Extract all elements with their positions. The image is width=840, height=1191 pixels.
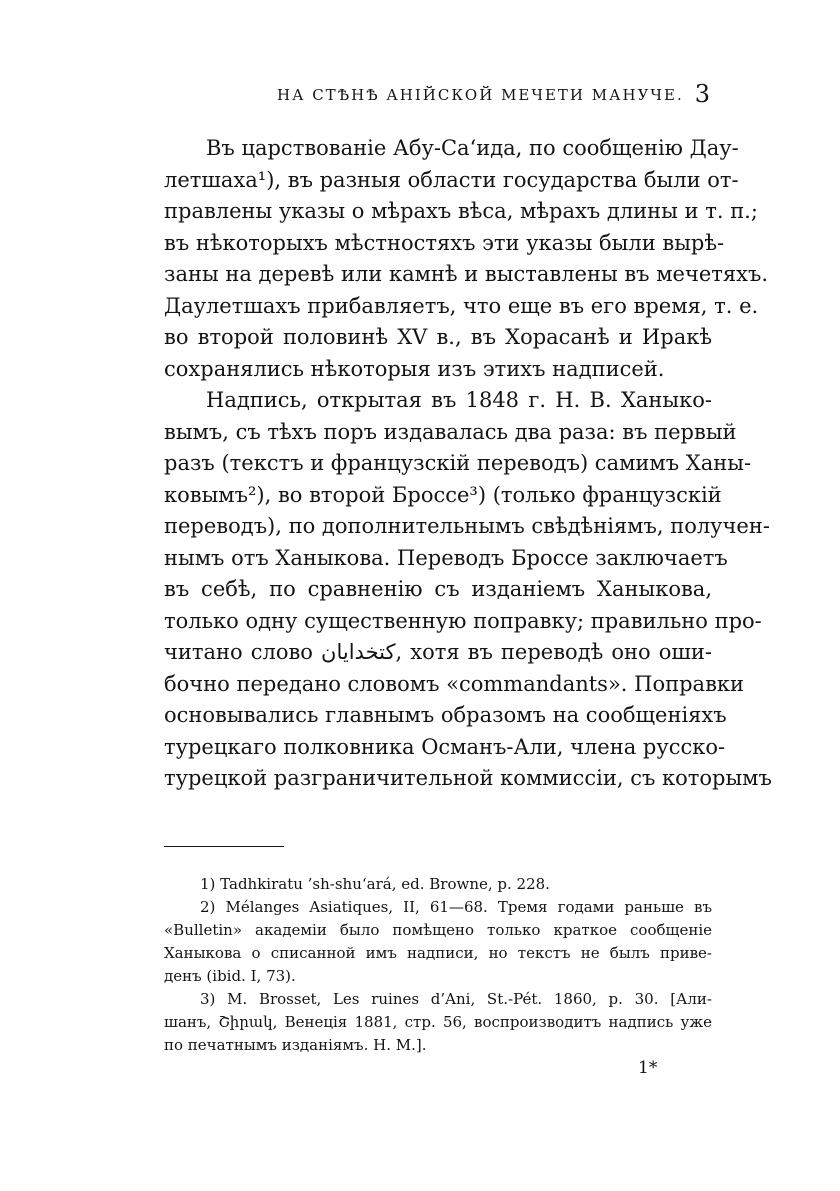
arabic-word: كتخدايان xyxy=(321,640,396,664)
main-text xyxy=(164,133,772,795)
text-line: нымъ отъ Ханыкова. Переводъ Броссе заключаетъ xyxy=(164,545,728,570)
footnote-2 xyxy=(164,896,712,988)
text-line: бочно передано словомъ «commandants». Поправки xyxy=(164,671,745,696)
footnote-line: Ханыкова о списанной имъ надписи, но текстъ не былъ приве- xyxy=(164,944,712,962)
text-line: турецкаго полковника Османъ-Али, члена русско- xyxy=(164,734,726,759)
text-segment: , хотя въ переводѣ оно оши- xyxy=(395,640,712,664)
text-line: Надпись, открытая въ 1848 г. Н. В. Ханыко- xyxy=(206,388,712,412)
running-title: НА СТѢНѢ АНІЙСКОЙ МЕЧЕТИ МАНУЧЕ. xyxy=(277,86,684,104)
paragraph-2 xyxy=(164,385,772,795)
text-line: сохранялись нѣкоторыя изъ этихъ надписей. xyxy=(164,356,665,381)
page-number: 3 xyxy=(694,80,710,108)
text-line: въ себѣ, по сравненію съ изданіемъ Ханыкова, xyxy=(164,577,712,601)
text-line: летшаха¹), въ разныя области государства были от- xyxy=(164,167,739,192)
text-line: заны на деревѣ или камнѣ и выставлены въ мечетяхъ. xyxy=(164,262,769,286)
footnote-line: 2) Mélanges Asiatiques, II, 61—68. Тремя годами раньше въ xyxy=(200,898,712,916)
paragraph-1 xyxy=(164,133,769,385)
text-line: только одну существенную поправку; правильно про- xyxy=(164,608,762,633)
text-line: вымъ, съ тѣхъ поръ издавалась два раза: въ первый xyxy=(164,419,737,444)
text-segment: читано слово xyxy=(164,640,313,664)
footnotes xyxy=(164,873,712,1057)
text-line: во второй половинѣ XV в., въ Хорасанѣ и Иракѣ xyxy=(164,325,712,349)
text-line: разъ (текстъ и французскій переводъ) самимъ Ханы- xyxy=(164,451,752,475)
signature-mark: 1* xyxy=(638,1058,658,1078)
text-line: правлены указы о мѣрахъ вѣса, мѣрахъ длины и т. п.; xyxy=(164,199,758,223)
footnote-line: денъ (ibid. I, 73). xyxy=(164,967,296,985)
text-line: основывались главнымъ образомъ на сообщеніяхъ xyxy=(164,703,727,727)
footnote-1 xyxy=(164,873,712,896)
footnote-line: 3) M. Brosset, Les ruines d’Ani, St.-Pét. 1860, p. 30. [Али- xyxy=(200,990,712,1008)
footnote-line: по печатнымъ изданіямъ. Н. М.]. xyxy=(164,1036,427,1054)
footnote-3 xyxy=(164,988,712,1057)
text-line: въ нѣкоторыхъ мѣстностяхъ эти указы были вырѣ- xyxy=(164,230,725,255)
footnote-line: «Bulletin» академіи было помѣщено только краткое сообщеніе xyxy=(164,921,712,939)
footnote-divider xyxy=(164,846,284,847)
text-line: турецкой разграничительной коммиссіи, съ которымъ xyxy=(164,766,772,790)
text-line: Въ царствованіе Абу-Са‘ида, по сообщенію Дау- xyxy=(206,136,739,160)
text-line: ковымъ²), во второй Броссе³) (только французскій xyxy=(164,482,722,507)
footnote-line: шанъ, Շիրակ, Венеція 1881, стр. 56, воспроизводитъ надпись уже xyxy=(164,1013,712,1031)
running-header xyxy=(162,80,718,114)
footnote-line: 1) Tadhkiratu ’sh-shu‘ará, ed. Browne, p. 228. xyxy=(200,875,550,893)
text-line: переводъ), по дополнительнымъ свѣдѣніямъ, получен- xyxy=(164,514,770,538)
text-line: Даулетшахъ прибавляетъ, что еще въ его время, т. е. xyxy=(164,293,759,318)
text-line-with-arabic xyxy=(164,637,712,669)
